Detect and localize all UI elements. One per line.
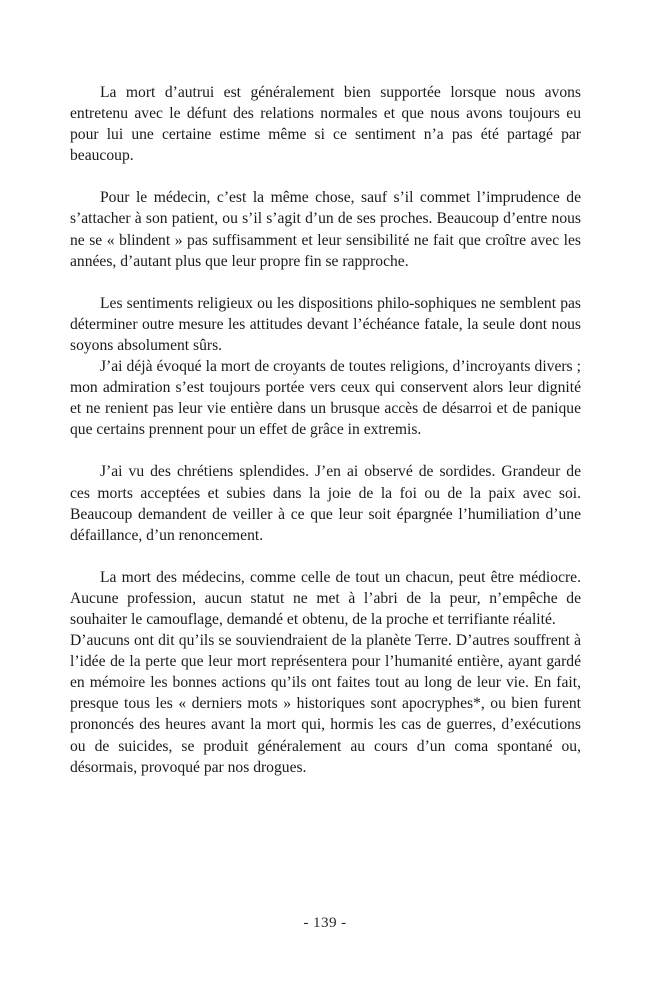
- paragraph-4: J’ai déjà évoqué la mort de croyants de toutes religions, d’incroyants divers ; mon admiration s’est toujours portée vers ceux qui conservent alors leur dignité et ne renient pas leur vie entière dans un brusque accès de désarroi et de panique que certains prennent pour un effet de grâce in extremis.: [70, 358, 581, 439]
- paragraph-1: La mort d’autrui est généralement bien supportée lorsque nous avons entretenu avec le défunt des relations normales et que nous avons toujours eu pour lui une certaine estime même si ce sentiment n’a pas été partagé par beaucoup.: [70, 84, 581, 165]
- paragraph-2: Pour le médecin, c’est la même chose, sauf s’il commet l’imprudence de s’attacher à son patient, ou s’il s’agit d’un de ses proches. Beaucoup d’entre nous ne se « blindent » pas suffisamment et leur sensibilité ne fait que croître avec les années, d’autant plus que leur propre fin se rapproche.: [70, 189, 581, 270]
- paragraph-7: D’aucuns ont dit qu’ils se souviendraient de la planète Terre. D’autres souffrent à l’idée de la perte que leur mort représentera pour l’humanité entière, ayant gardé en mémoire les bonnes actions qu’ils ont faites tout au long de leur vie. En fait, presque tous les « derniers mots » historiques sont apocryphes*, ou bien furent prononcés des heures avant la mort qui, hormis les cas de guerres, d’exécutions ou de suicides, se produit généralement au cours d’un coma spontané ou, désormais, provoqué par nos drogues.: [70, 632, 581, 776]
- paragraph-3: Les sentiments religieux ou les dispositions philo-sophiques ne semblent pas déterminer outre mesure les attitudes devant l’échéance fatale, la seule dont nous soyons absolument sûrs.: [70, 294, 581, 354]
- paragraph-5: J’ai vu des chrétiens splendides. J’en ai observé de sordides. Grandeur de ces morts acceptées et subies dans la joie de la foi ou de la paix avec soi. Beaucoup demandent de veiller à ce que leur soit épargnée l’humiliation d’une défaillance, d’un renoncement.: [70, 463, 581, 544]
- paragraph-6: La mort des médecins, comme celle de tout un chacun, peut être médiocre. Aucune profession, aucun statut ne met à l’abri de la peur, n’empêche de souhaiter le camouflage, demandé et obtenu, de la proche et terrifiante réalité.: [70, 568, 581, 628]
- body-text-column: [70, 82, 581, 778]
- page-number: - 139 -: [303, 914, 347, 931]
